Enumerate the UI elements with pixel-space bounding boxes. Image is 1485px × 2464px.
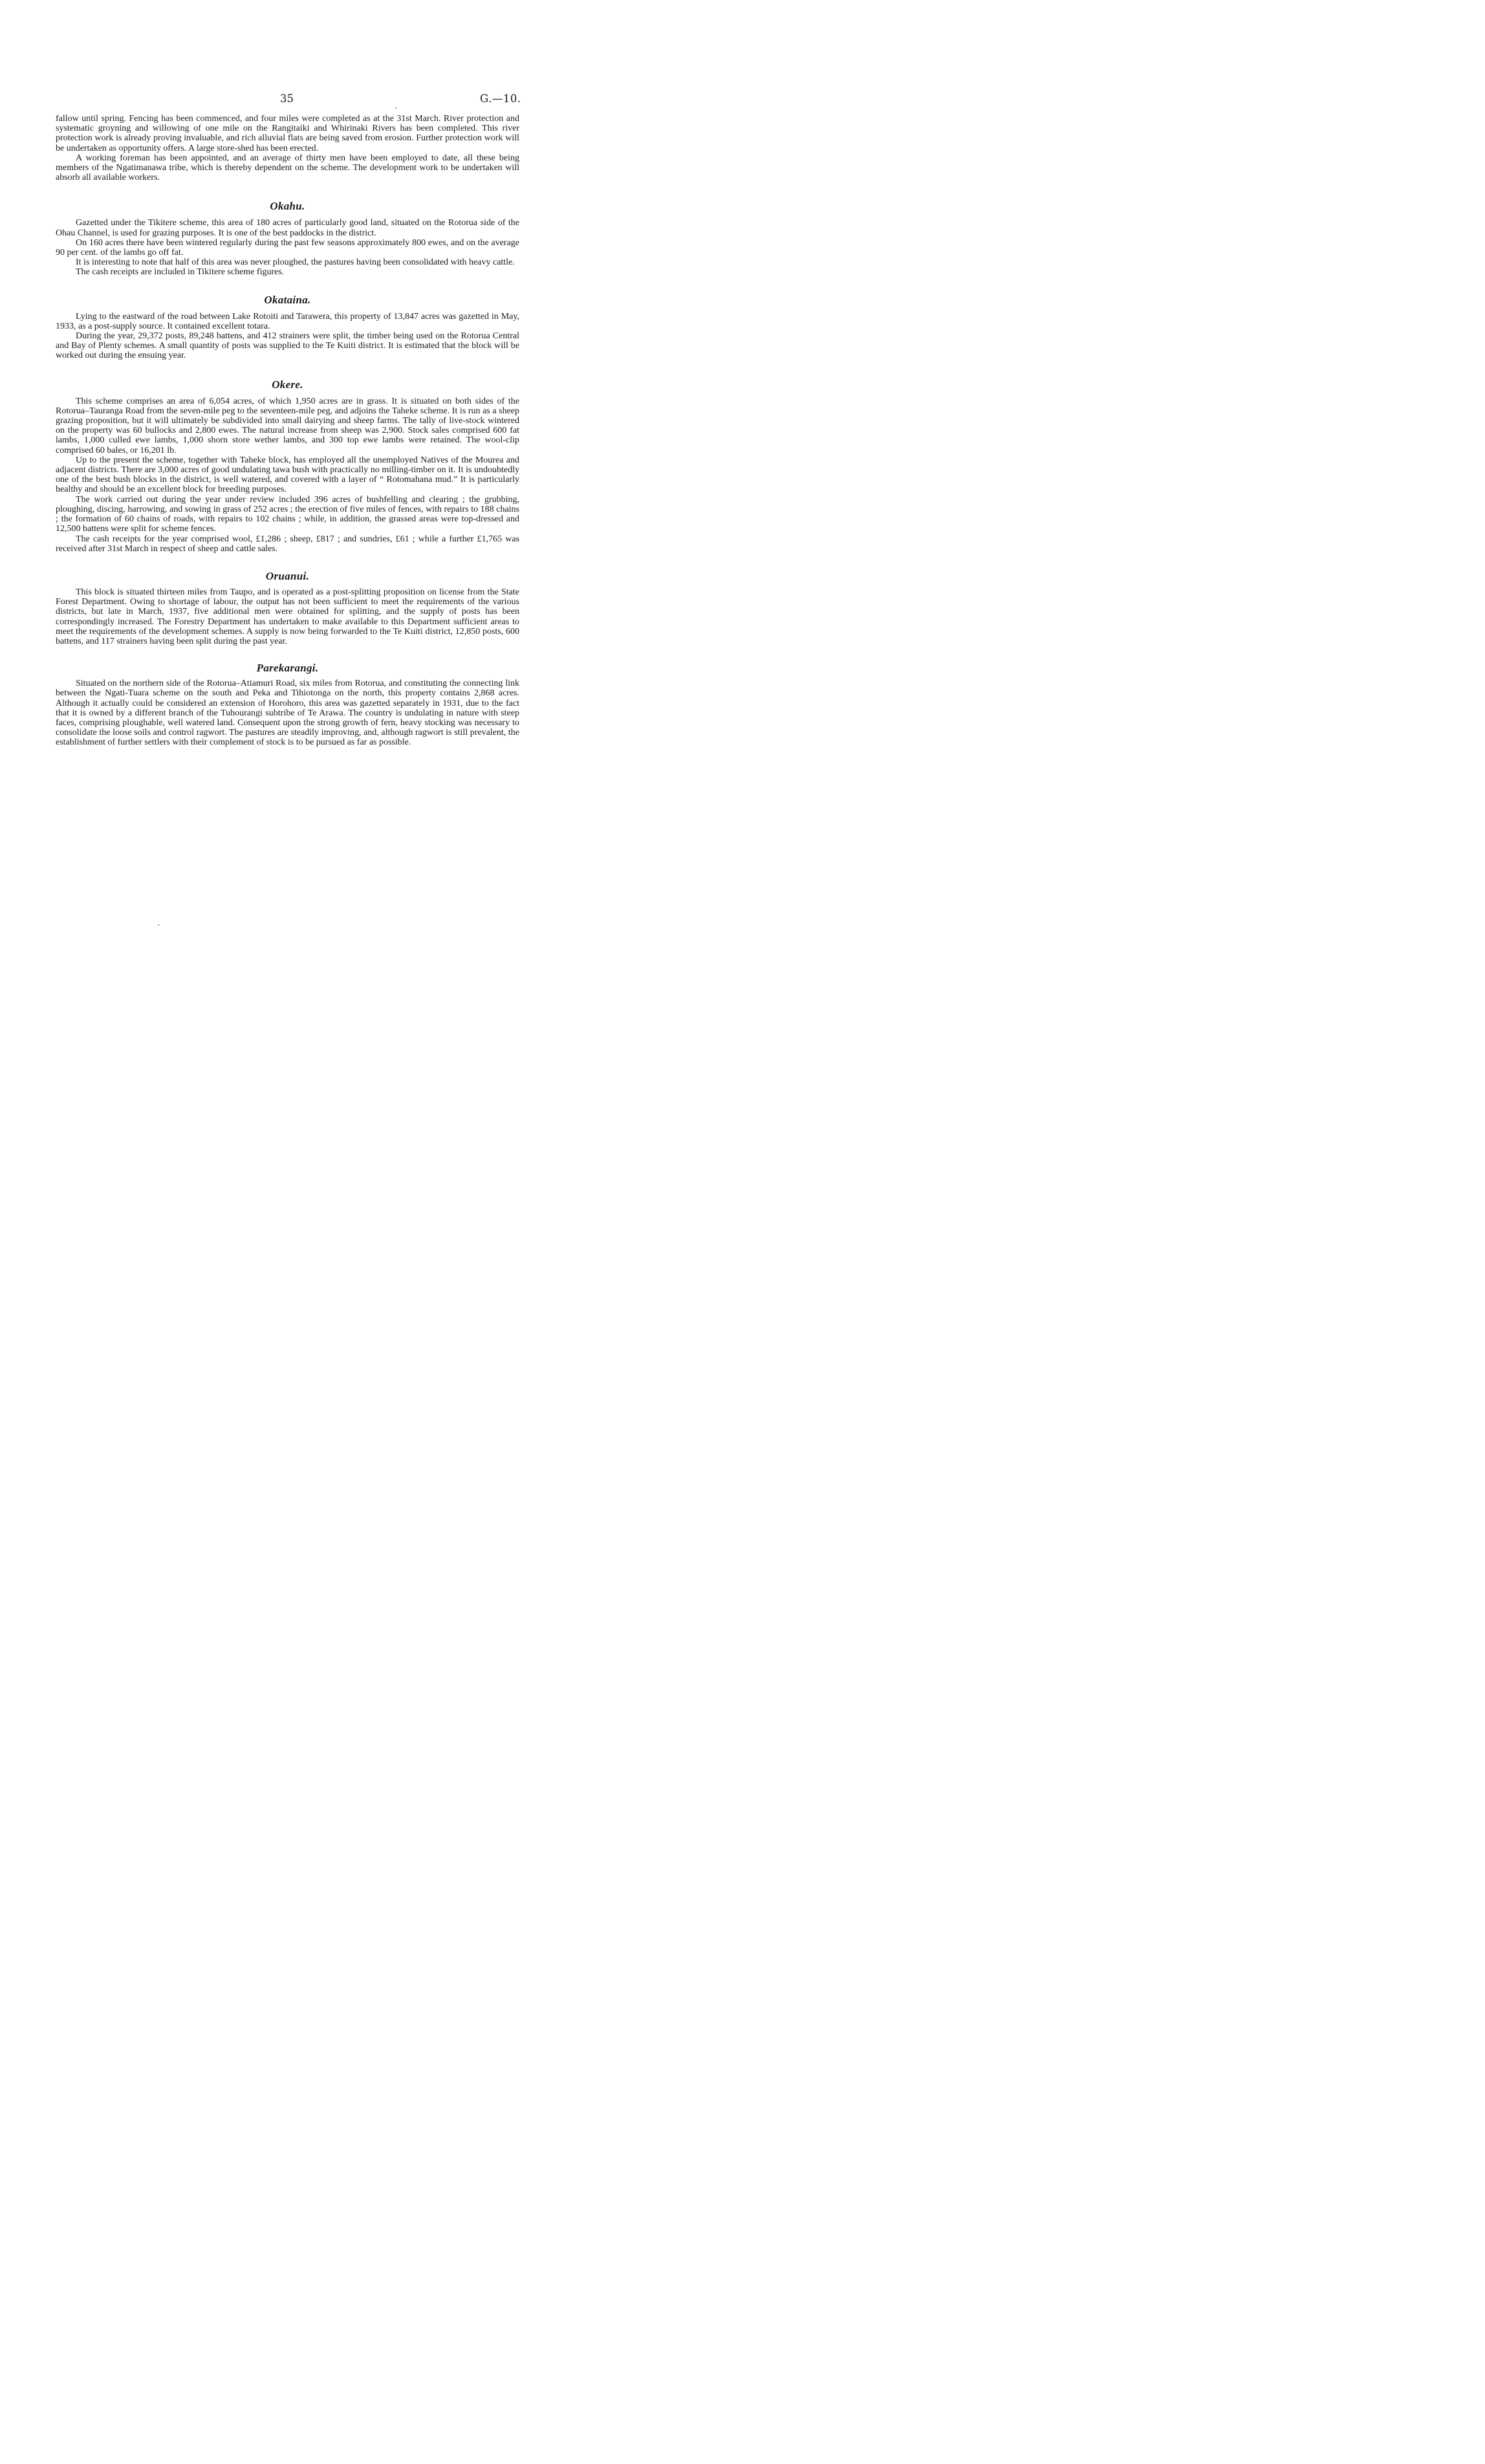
section-heading-okataina: Okataina. (264, 293, 311, 306)
scan-speck (395, 107, 396, 109)
section-heading-parekarangi: Parekarangi. (256, 662, 319, 675)
okahu-paragraph-1: Gazetted under the Tikitere scheme, this area of 180 acres of particularly good land, situated on the Rotorua side of the Ohau Channel, is used for grazing purposes. It is one of the best paddocks in the district. (56, 218, 519, 238)
okataina-paragraph-1: Lying to the eastward of the road between Lake Rotoiti and Tarawera, this property of 13,847 acres was gazetted in May, 1933, as a post-supply source. It contained excellent totara. (56, 311, 519, 331)
document-reference: G.—10. (480, 93, 521, 105)
okahu-paragraph-3: It is interesting to note that half of this area was never ploughed, the pastures having been consolidated with heavy cattle. (76, 257, 515, 268)
parekarangi-paragraph-1: Situated on the northern side of the Rotorua–Atiamuri Road, six miles from Rotorua, and constituting the connecting link between the Ngati-Tuara scheme on the south and Peka and Tihiotonga on the north, this property contains 2,868 acres. Although it actually could be considered an extension of Horohoro, this area was gazetted separately in 1931, due to the fact that it is owned by a different branch of the Tuhourangi subtribe of Te Arawa. The country is undulating in nature with steep faces, comprising ploughable, well watered land. Consequent upon the strong growth of fern, heavy stocking was necessary to consolidate the loose soils and control ragwort. The pastures are steadily improving, and, although ragwort is still prevalent, the establishment of further settlers with their complement of stock is to be pursued as far as possible. (56, 679, 519, 748)
section-heading-oruanui: Oruanui. (265, 569, 310, 582)
okahu-paragraph-2: On 160 acres there have been wintered regularly during the past few seasons approximately 800 ewes, and on the average 90 per cent. of the lambs go off fat. (56, 237, 519, 258)
intro-paragraph-2: A working foreman has been appointed, and an average of thirty men have been employed to date, all these being members of the Ngatimanawa tribe, which is thereby dependent on the scheme. The development work to be undertaken will absorb all available workers. (56, 153, 519, 183)
section-heading-okahu: Okahu. (270, 200, 305, 213)
body-text (56, 114, 519, 748)
okere-paragraph-1: This scheme comprises an area of 6,054 acres, of which 1,950 acres are in grass. It is situated on both sides of the Rotorua–Tauranga Road from the seven-mile peg to the seventeen-mile peg, and adjoins the Taheke scheme. It is run as a sheep grazing proposition, but it will ultimately be subdivided into small dairying and sheep farms. The tally of live-stock wintered on the property was 60 bullocks and 2,800 ewes. The natural increase from sheep was 2,900. Stock sales comprised 600 fat lambs, 1,000 culled ewe lambs, 1,000 shorn store wether lambs, and 300 top ewe lambs were retained. The wool-clip comprised 60 bales, or 16,201 lb. (56, 396, 519, 455)
intro-paragraph-1: fallow until spring. Fencing has been commenced, and four miles were completed as at the 31st March. River protection and systematic groyning and willowing of one mile on the Rangitaiki and Whirinaki Rivers has been completed. This river protection work is already proving invaluable, and rich alluvial flats are being saved from erosion. Further protection work will be undertaken as opportunity offers. A large store-shed has been erected. (56, 114, 519, 153)
document-page (0, 0, 611, 1014)
okere-paragraph-2: Up to the present the scheme, together with Taheke block, has employed all the unemployed Natives of the Mourea and adjacent districts. There are 3,000 acres of good undulating tawa bush with practically no milling-timber on it. It is undoubtedly one of the best bush blocks in the district, is well watered, and covered with a layer of “ Rotomahana mud.” It is particularly healthy and should be an excellent block for breeding purposes. (56, 455, 519, 495)
page-number: 35 (280, 93, 294, 105)
okahu-paragraph-4: The cash receipts are included in Tikitere scheme figures. (76, 267, 285, 278)
oruanui-paragraph-1: This block is situated thirteen miles from Taupo, and is operated as a post-splitting proposition on license from the State Forest Department. Owing to shortage of labour, the output has not been sufficient to meet the requirements of the various districts, but late in March, 1937, five additional men were obtained for splitting, and the supply of posts has been correspondingly increased. The Forestry Department has undertaken to make available to this Department sufficient areas to meet the requirements of the development schemes. A supply is now being forwarded to the Te Kuiti district, 12,850 posts, 600 battens, and 117 strainers having been split during the past year. (56, 587, 519, 646)
okere-paragraph-3: The work carried out during the year under review included 396 acres of bushfelling and clearing ; the grubbing, ploughing, discing, harrowing, and sowing in grass of 252 acres ; the erection of five miles of fences, with repairs to 188 chains ; the formation of 60 chains of roads, with repairs to 102 chains ; while, in addition, the grassed areas were top-dressed and 12,500 battens were split for scheme fences. (56, 494, 519, 534)
scan-speck (158, 924, 159, 926)
okataina-paragraph-2: During the year, 29,372 posts, 89,248 battens, and 412 strainers were split, the timber being used on the Rotorua Central and Bay of Plenty schemes. A small quantity of posts was supplied to the Te Kuiti district. It is estimated that the block will be worked out during the ensuing year. (56, 331, 519, 361)
okere-paragraph-4: The cash receipts for the year comprised wool, £1,286 ; sheep, £817 ; and sundries, £61 ; while a further £1,765 was received after 31st March in respect of sheep and cattle sales. (56, 534, 519, 554)
section-heading-okere: Okere. (272, 378, 303, 391)
